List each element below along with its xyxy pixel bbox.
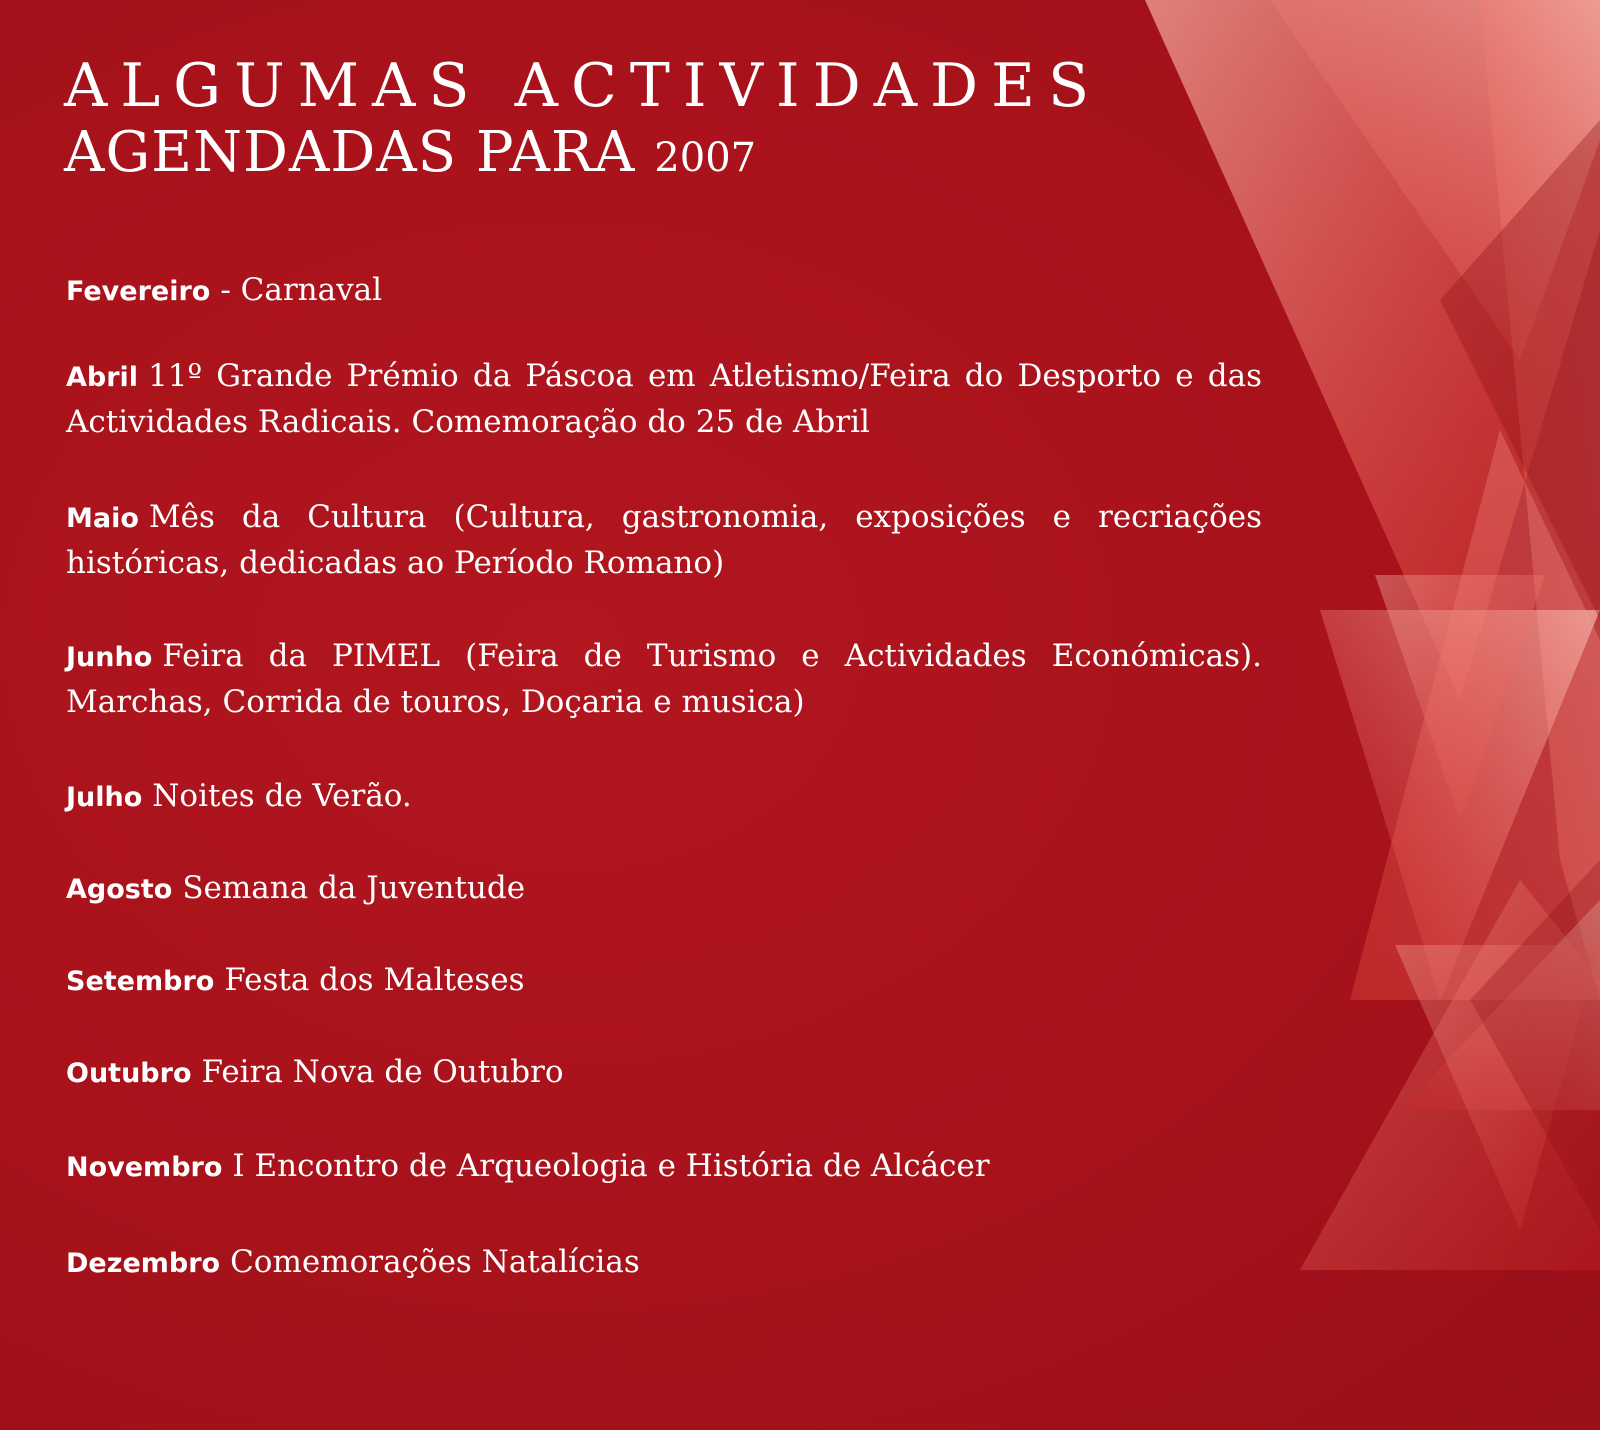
event-month: Junho xyxy=(66,642,153,673)
event-fevereiro xyxy=(66,268,1262,314)
event-text: Noites de Verão. xyxy=(152,778,412,814)
event-maio xyxy=(66,495,1262,585)
event-month: Maio xyxy=(66,503,139,534)
page-title xyxy=(64,52,1102,185)
event-novembro xyxy=(66,1144,1262,1190)
event-month: Julho xyxy=(66,782,143,813)
event-text: Semana da Juventude xyxy=(182,870,526,906)
event-junho xyxy=(66,634,1262,724)
title-line-2 xyxy=(64,121,1102,185)
event-text: Feira da PIMEL (Feira de Turismo e Actividades Económicas). Marchas, Corrida de touros, Doçaria e musica) xyxy=(66,638,1262,720)
title-year: 2007 xyxy=(654,135,757,181)
event-text: Mês da Cultura (Cultura, gastronomia, exposições e recriações históricas, dedicadas ao Período Romano) xyxy=(66,499,1262,581)
event-setembro xyxy=(66,958,1262,1004)
event-text: I Encontro de Arqueologia e História de Alcácer xyxy=(232,1148,990,1184)
event-text: Comemorações Natalícias xyxy=(230,1244,640,1280)
event-outubro xyxy=(66,1050,1262,1096)
event-month: Setembro xyxy=(66,966,215,997)
event-dezembro xyxy=(66,1240,1262,1286)
title-line-2-text: AGENDADAS PARA xyxy=(64,120,636,185)
event-month: Fevereiro xyxy=(66,276,211,307)
event-text: - Carnaval xyxy=(220,272,383,308)
event-month: Novembro xyxy=(66,1152,223,1183)
title-line-1: ALGUMAS ACTIVIDADES xyxy=(64,51,1103,121)
event-month: Abril xyxy=(66,362,139,393)
event-abril xyxy=(66,354,1262,444)
event-month: Outubro xyxy=(66,1058,192,1089)
event-month: Dezembro xyxy=(66,1248,221,1279)
event-julho xyxy=(66,774,1262,820)
event-text: 11º Grande Prémio da Páscoa em Atletismo/Feira do Desporto e das Actividades Radicais. Comemoração do 25 de Abril xyxy=(66,358,1262,440)
event-text: Festa dos Malteses xyxy=(224,962,525,998)
event-text: Feira Nova de Outubro xyxy=(201,1054,564,1090)
event-agosto xyxy=(66,866,1262,912)
event-month: Agosto xyxy=(66,874,173,905)
